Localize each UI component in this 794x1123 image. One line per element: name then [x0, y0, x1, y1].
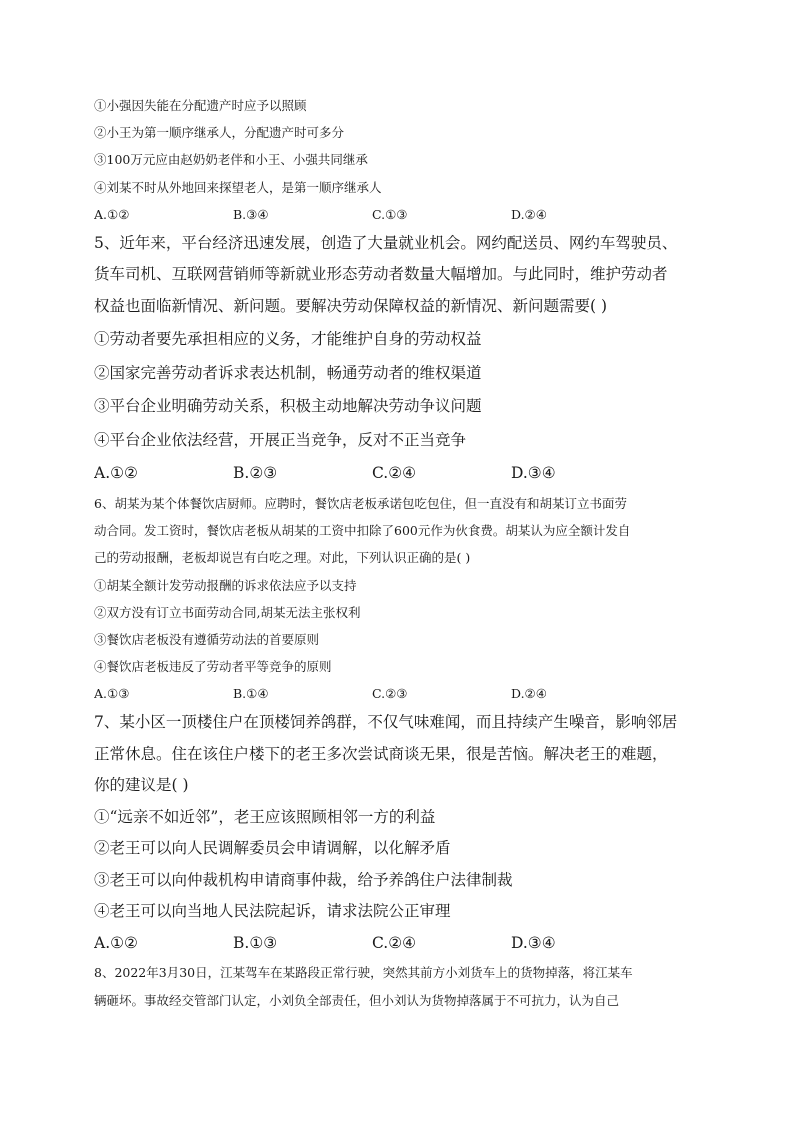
question-stem: 动合同。发工资时，餐饮店老板从胡某的工资中扣除了600元作为伙食费。胡某认为应全额计发自: [94, 523, 631, 539]
option-c: C.①③: [372, 206, 408, 222]
option-d: D.③④: [511, 933, 556, 952]
question-6: [94, 490, 704, 708]
statement: ④平台企业依法经营，开展正当竞争，反对不正当竞争: [94, 430, 467, 449]
answer-options: [94, 201, 704, 228]
option-c: C.②③: [372, 686, 408, 702]
question-5: [94, 228, 704, 490]
option-d: D.③④: [511, 464, 556, 483]
question-stem: 货车司机、互联网营销师等新就业形态劳动者数量大幅增加。与此同时，维护劳动者: [94, 265, 668, 284]
statement: ①“远亲不如近邻”，老王应该照顾相邻一方的利益: [94, 807, 436, 826]
option-a: A.①②: [94, 933, 138, 952]
statement: ②小王为第一顺序继承人，分配遗产时可多分: [94, 125, 345, 141]
statement: ③老王可以向仲裁机构申请商事仲裁，给予养鸽住户法律制裁: [94, 870, 513, 889]
option-a: A.①②: [94, 464, 138, 483]
answer-options: [94, 680, 704, 707]
statement: ④餐饮店老板违反了劳动者平等竞争的原则: [94, 659, 332, 675]
statement: ①胡某全额计发劳动报酬的诉求依法应予以支持: [94, 577, 357, 593]
statement: ③平台企业明确劳动关系，积极主动地解决劳动争议问题: [94, 397, 482, 416]
question-stem: 8、2022年3月30日，江某驾车在某路段正常行驶，突然其前方小刘货车上的货物掉落，将江某车: [94, 965, 633, 981]
question-stem: 5、近年来，平台经济迅速发展，创造了大量就业机会。网约配送员、网约车驾驶员、: [94, 233, 678, 252]
question-8: [94, 959, 704, 1013]
statement: ②双方没有订立书面劳动合同,胡某无法主张权利: [94, 604, 361, 620]
question-stem: 正常休息。住在该住户楼下的老王多次尝试商谈无果，很是苦恼。解决老王的难题，: [94, 744, 668, 763]
statement: ③餐饮店老板没有遵循劳动法的首要原则: [94, 631, 320, 647]
statement: ①劳动者要先承担相应的义务，才能维护自身的劳动权益: [94, 330, 482, 349]
option-a: A.①③: [94, 686, 130, 702]
option-b: B.①④: [233, 686, 269, 702]
question-stem: 6、胡某为某个体餐饮店厨师。应聘时，餐饮店老板承诺包吃包住，但一直没有和胡某订立书面劳: [94, 495, 627, 511]
answer-options: [94, 928, 704, 960]
option-c: C.②④: [372, 464, 417, 483]
option-c: C.②④: [372, 933, 417, 952]
question-stem: 辆砸坏。事故经交管部门认定，小刘负全部责任，但小刘认为货物掉落属于不可抗力，认为自己: [94, 992, 620, 1008]
option-b: B.③④: [233, 206, 269, 222]
option-d: D.②④: [511, 206, 547, 222]
question-stem: 己的劳动报酬，老板却说岂有白吃之理。对此，下列认识正确的是( ): [94, 550, 471, 566]
statement: ②老王可以向人民调解委员会申请调解，以化解矛盾: [94, 839, 451, 858]
exam-page: [94, 92, 704, 1014]
option-b: B.②③: [233, 464, 278, 483]
statement: ③100万元应由赵奶奶老伴和小王、小强共同继承: [94, 152, 368, 168]
statement: ②国家完善劳动者诉求表达机制，畅通劳动者的维权渠道: [94, 363, 482, 382]
statement: ④老王可以向当地人民法院起诉，请求法院公正审理: [94, 902, 451, 921]
question-4-tail: [94, 92, 704, 228]
question-stem: 7、某小区一顶楼住户在顶楼饲养鸽群，不仅气味难闻，而且持续产生噪音，影响邻居: [94, 713, 678, 732]
statement: ①小强因失能在分配遗产时应予以照顾: [94, 98, 307, 113]
option-a: A.①②: [94, 206, 130, 222]
answer-options: [94, 458, 704, 490]
statement: ④刘某不时从外地回来探望老人，是第一顺序继承人: [94, 179, 382, 195]
option-d: D.②④: [511, 686, 547, 702]
question-7: [94, 707, 704, 959]
question-stem: 你的建议是( ): [94, 776, 189, 795]
option-b: B.①③: [233, 933, 278, 952]
question-stem: 权益也面临新情况、新问题。要解决劳动保障权益的新情况、新问题需要( ): [94, 296, 608, 315]
